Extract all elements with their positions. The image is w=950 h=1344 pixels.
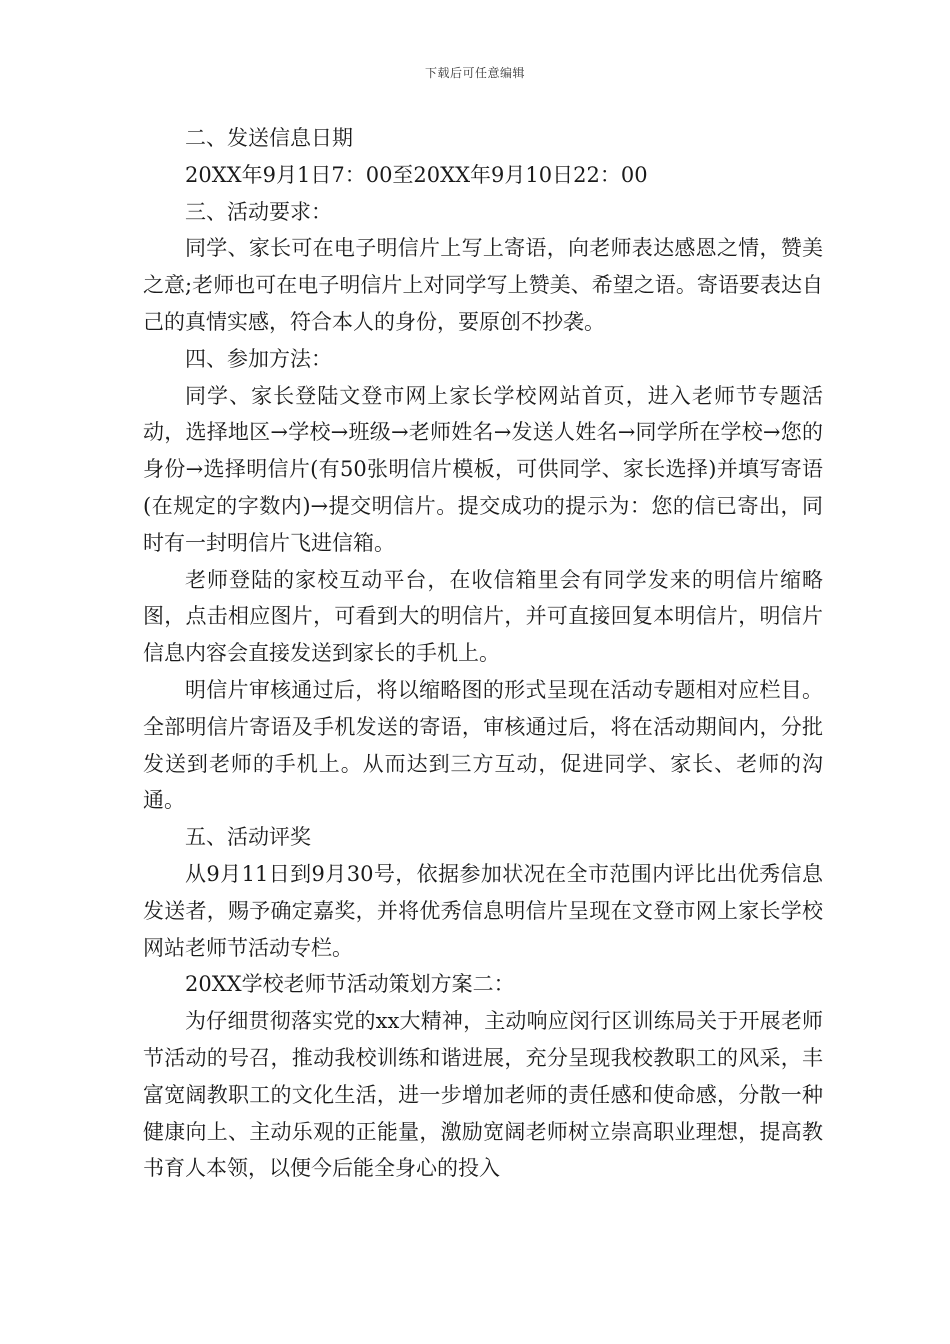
section-heading-send-date: 二、发送信息日期 <box>185 126 353 150</box>
requirements-paragraph: 同学、家长可在电子明信片上写上寄语，向老师表达感恩之情，赞美之意;老师也可在电子明信片上对同学写上赞美、希望之语。寄语要表达自己的真情实感，符合本人的身份，要原创不抄袭。 <box>143 236 823 334</box>
header-note: 下载后可任意编辑 <box>424 66 525 80</box>
section-heading-method: 四、参加方法： <box>185 346 332 371</box>
section-heading-awards: 五、活动评奖 <box>185 825 311 850</box>
section-heading-requirements: 三、活动要求： <box>185 199 332 224</box>
method-paragraph-2: 老师登陆的家校互动平台，在收信箱里会有同学发来的明信片缩略图，点击相应图片，可看到大的明信片，并可直接回复本明信片，明信片信息内容会直接发送到家长的手机上。 <box>143 567 823 666</box>
document-body <box>143 120 823 1187</box>
method-paragraph-1: 同学、家长登陆文登市网上家长学校网站首页，进入老师节专题活动，选择地区→学校→班级→老师姓名→发送人姓名→同学所在学校→您的身份→选择明信片(有50张明信片模板，可供同学、家长选择)并填写寄语(在规定的字数内)→提交明信片。提交成功的提示为：您的信已寄出，同时有一封明信片飞进信箱。 <box>143 383 823 555</box>
method-paragraph-3: 明信片审核通过后，将以缩略图的形式呈现在活动专题相对应栏目。全部明信片寄语及手机发送的寄语，审核通过后，将在活动期间内，分批发送到老师的手机上。从而达到三方互动，促进同学、家长、老师的沟通。 <box>143 677 823 813</box>
send-date-range: 20XX年9月1日7：00至20XX年9月10日22：00 <box>185 162 648 187</box>
plan-two-intro-paragraph: 为仔细贯彻落实党的xx大精神，主动响应闵行区训练局关于开展老师节活动的号召，推动我校训练和谐进展，充分呈现我校教职工的风采，丰富宽阔教职工的文化生活，进一步增加老师的责任感和使命感，分散一种健康向上、主动乐观的正能量，激励宽阔老师树立崇高职业理想，提高教书育人本领，以便今后能全身心的投入 <box>143 1009 823 1181</box>
awards-paragraph: 从9月11日到9月30号，依据参加状况在全市范围内评比出优秀信息发送者，赐予确定嘉奖，并将优秀信息明信片呈现在文登市网上家长学校网站老师节活动专栏。 <box>143 861 823 960</box>
plan-two-title: 20XX学校老师节活动策划方案二： <box>185 972 515 997</box>
